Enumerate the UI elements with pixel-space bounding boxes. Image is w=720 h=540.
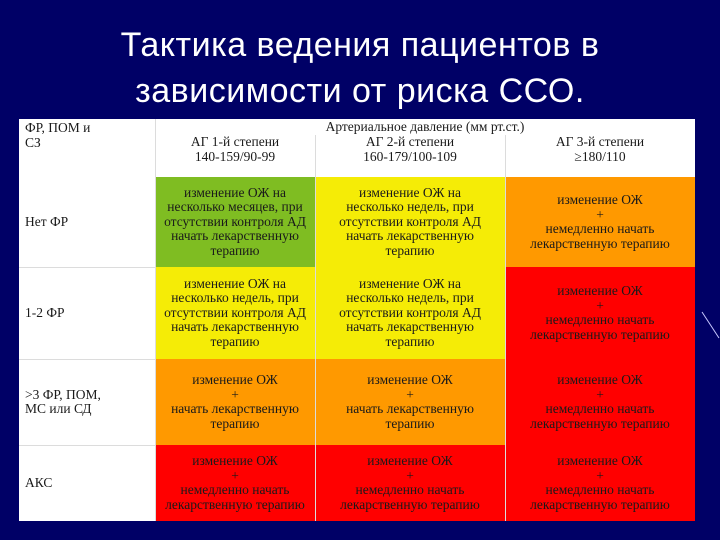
slide-title xyxy=(0,22,720,114)
cell-line: терапию xyxy=(385,415,435,431)
cell-line: + xyxy=(231,467,239,483)
corner-header-line: СЗ xyxy=(25,134,41,150)
column-header-line: 140-159/90-99 xyxy=(194,148,276,164)
cell-line: терапию xyxy=(210,333,260,349)
bp-group-header-text: Артериальное давление (мм рт.ст.) xyxy=(325,119,525,134)
cell-line: несколько недель, при xyxy=(346,290,474,306)
cell-line: лекарственную терапию xyxy=(165,496,305,512)
slide-title-line-1: Тактика ведения пациентов в xyxy=(120,26,600,64)
cell-line: начать лекарственную xyxy=(346,319,474,335)
cell-line: + xyxy=(596,206,604,222)
column-header-grade-2 xyxy=(315,135,505,177)
cell-line: + xyxy=(596,386,604,402)
grid-line xyxy=(19,267,155,268)
table-cell xyxy=(155,267,315,359)
row-label-no-risk-factors xyxy=(19,177,155,267)
cell-line: изменение ОЖ xyxy=(192,372,278,387)
grid-line xyxy=(19,445,155,446)
cell-line: лекарственную терапию xyxy=(340,496,480,512)
cell-line: терапию xyxy=(385,333,435,349)
cell-line: несколько недель, при xyxy=(346,199,474,215)
cell-line: отсутствии контроля АД xyxy=(339,213,481,229)
cell-line: лекарственную терапию xyxy=(530,326,670,342)
cell-line: + xyxy=(596,467,604,483)
cell-line: изменение ОЖ на xyxy=(183,184,287,200)
row-label-line: Нет ФР xyxy=(25,213,69,229)
cell-line: немедленно начать xyxy=(180,482,290,497)
cell-line: терапию xyxy=(385,242,435,258)
cell-line: отсутствии контроля АД xyxy=(339,304,481,320)
row-label-1-2-risk-factors xyxy=(19,267,155,359)
cell-line: терапию xyxy=(210,242,260,258)
cell-line: немедленно начать xyxy=(355,482,465,497)
column-header-line: 160-179/100-109 xyxy=(363,148,457,164)
corner-header-line: ФР, ПОМ и xyxy=(25,120,91,135)
cell-line: лекарственную терапию xyxy=(530,496,670,512)
cell-line: лекарственную терапию xyxy=(530,235,670,251)
grid-line xyxy=(315,135,316,521)
grid-line xyxy=(19,359,155,360)
column-header-grade-3 xyxy=(505,135,695,177)
row-label-line: МС или СД xyxy=(25,401,92,416)
table-cell xyxy=(315,359,505,445)
table-cell xyxy=(505,359,695,445)
row-label-3-plus-risk-factors xyxy=(19,359,155,445)
row-label-acs xyxy=(19,445,155,521)
column-header-line: АГ 2-й степени xyxy=(365,135,455,149)
corner-header xyxy=(19,119,155,177)
table-cell xyxy=(505,177,695,267)
cell-line: изменение ОЖ xyxy=(367,372,453,387)
cell-line: немедленно начать xyxy=(545,401,655,416)
column-header-line: ≥180/110 xyxy=(574,148,626,164)
table-cell xyxy=(315,177,505,267)
column-header-line: АГ 1-й степени xyxy=(190,135,280,149)
bp-group-header xyxy=(155,119,695,135)
table-cell xyxy=(505,445,695,521)
cell-line: начать лекарственную xyxy=(346,401,474,416)
table-cell xyxy=(315,267,505,359)
column-header-grade-1 xyxy=(155,135,315,177)
cell-line: + xyxy=(406,467,414,483)
cell-line: изменение ОЖ xyxy=(192,453,278,468)
cell-line: несколько месяцев, при xyxy=(167,199,303,215)
cell-line: + xyxy=(406,386,414,402)
cell-line: лекарственную терапию xyxy=(530,415,670,431)
cell-line: начать лекарственную xyxy=(346,228,474,244)
cell-line: изменение ОЖ на xyxy=(358,275,462,291)
cell-line: немедленно начать xyxy=(545,482,655,497)
grid-line xyxy=(505,135,506,521)
cell-line: изменение ОЖ xyxy=(367,453,453,468)
cell-line: немедленно начать xyxy=(545,221,655,236)
cell-line: начать лекарственную xyxy=(171,401,299,416)
cell-line: изменение ОЖ на xyxy=(358,184,462,200)
cell-line: изменение ОЖ на xyxy=(183,275,287,291)
column-header-line: АГ 3-й степени xyxy=(555,135,645,149)
cell-line: + xyxy=(231,386,239,402)
cell-line: изменение ОЖ xyxy=(557,192,643,207)
cell-line: немедленно начать xyxy=(545,312,655,327)
table-cell xyxy=(155,445,315,521)
row-label-line: >3 ФР, ПОМ, xyxy=(25,386,101,402)
risk-management-table xyxy=(19,119,695,521)
row-label-line: 1-2 ФР xyxy=(25,304,65,320)
table-cell xyxy=(505,267,695,359)
cell-line: начать лекарственную xyxy=(171,319,299,335)
cell-line: изменение ОЖ xyxy=(557,372,643,387)
cell-line: начать лекарственную xyxy=(171,228,299,244)
cell-line: терапию xyxy=(210,415,260,431)
slide-title-line-2: зависимости от риска ССО. xyxy=(135,72,585,110)
table-cell xyxy=(315,445,505,521)
cell-line: отсутствии контроля АД xyxy=(164,304,306,320)
cell-line: отсутствии контроля АД xyxy=(164,213,306,229)
table-cell xyxy=(155,359,315,445)
table-cell xyxy=(155,177,315,267)
cell-line: несколько недель, при xyxy=(171,290,299,306)
cell-line: изменение ОЖ xyxy=(557,453,643,468)
cell-line: изменение ОЖ xyxy=(557,283,643,298)
decorative-line xyxy=(700,310,720,340)
grid-line xyxy=(155,119,156,521)
row-label-line: АКС xyxy=(25,474,53,490)
cell-line: + xyxy=(596,297,604,313)
